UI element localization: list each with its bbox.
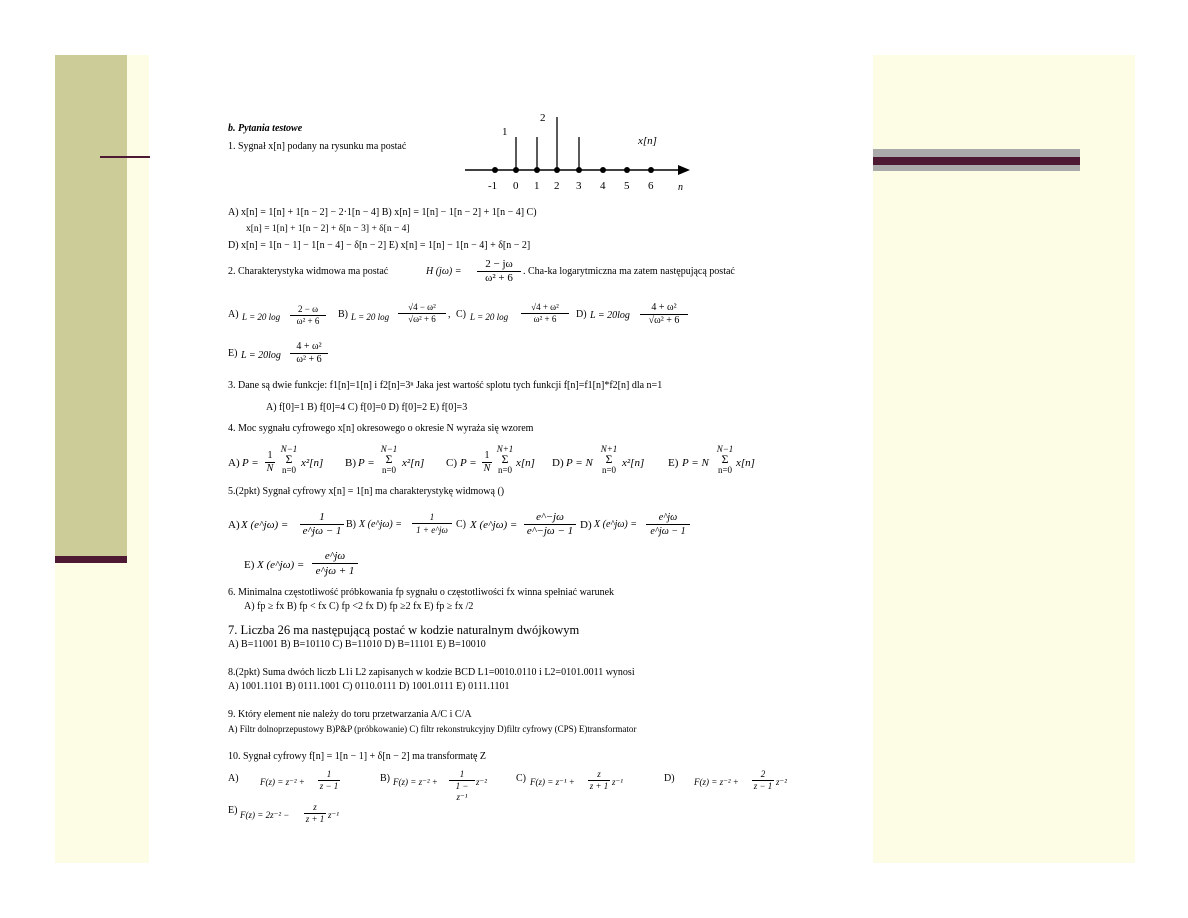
q5-text: 5.(2pkt) Sygnał cyfrowy x[n] = 1[n] ma charakterystykę widmową () (228, 486, 505, 497)
q5-option-b-num: 1 (412, 511, 452, 524)
q5-option-b-label: B) (346, 519, 356, 530)
q5-option-a-lhs: X (e^jω) = (241, 519, 289, 531)
q4-option-a-coef-num: 1 (265, 450, 275, 463)
q4-option-e-label: E) (668, 457, 679, 469)
q4-options (228, 444, 788, 484)
q10-option-e-label: E) (228, 805, 238, 816)
q10-option-d-expr: F(z) = z⁻² + (694, 777, 739, 787)
q5-option-a-label: A) (228, 519, 240, 531)
q2-option-c-den: ω² + 6 (533, 314, 557, 324)
q10-option-c-label: C) (516, 773, 526, 784)
q1-text: 1. Sygnał x[n] podany na rysunku ma postać (228, 141, 407, 152)
q4-option-a-coef-den: N (266, 463, 274, 474)
q5-option-a-frac (300, 511, 344, 538)
q10-option-e-num: z (304, 802, 326, 814)
plot-sample-dot (534, 167, 540, 173)
q2-option-c-num: √4 + ω² (521, 302, 569, 314)
q2-option-d-num: 4 + ω² (640, 302, 688, 315)
plot-sample-dot (600, 167, 606, 173)
q4-option-d-sub: n=0 (601, 465, 617, 475)
q2-option-a-num: 2 − ω (290, 304, 326, 316)
q5-option-b-frac (412, 511, 452, 536)
q4-option-c-coef-den: N (483, 463, 491, 474)
q10-option-b-frac (449, 769, 475, 803)
q10-option-c-expr: F(z) = z⁻¹ + (530, 777, 575, 787)
plot-tick-label: -1 (488, 180, 498, 192)
q10-option-a-label: A) (228, 773, 239, 784)
q9-text: 9. Który element nie należy do toru przetwarzania A/C i C/A (228, 709, 472, 720)
q10-option-b-label: B) (380, 773, 390, 784)
q5-options-row2 (244, 547, 394, 583)
left-decor-bar-end (55, 556, 127, 563)
q2-h-den: ω² + 6 (485, 272, 513, 284)
q10-option-c-frac (588, 769, 610, 792)
plot-axis-label: n (678, 182, 683, 193)
q8-options: A) 1001.1101 B) 0111.1001 C) 0110.0111 D) 1001.0111 E) 0111.1101 (228, 681, 510, 692)
q4-option-e-sum: N−1 Σ n=0 (714, 444, 736, 475)
q2-option-a-frac (290, 304, 326, 327)
q5-option-e-lhs: X (e^jω) = (257, 559, 305, 571)
q10-option-a-frac (318, 769, 340, 792)
plot-sample-dot (624, 167, 630, 173)
q10-option-c-den: z + 1 (589, 781, 609, 791)
q2-option-b-den: √ω² + 6 (408, 314, 436, 324)
q3-text: 3. Dane są dwie funkcje: f1[n]=1[n] i f2[n]=3ⁿ Jaka jest wartość splotu tych funkcji f[n]=f1[n]*f2[n] dla n=1 (228, 380, 663, 391)
q2-option-b-num: √4 − ω² (398, 302, 446, 314)
q1-options-line3: D) x[n] = 1[n − 1] − 1[n − 4] − δ[n − 2] E) x[n] = 1[n] − 1[n − 4] + δ[n − 2] (228, 240, 531, 251)
q7-options: A) B=11001 B) B=10110 C) B=11010 D) B=11101 E) B=10010 (228, 639, 486, 650)
q2-option-d-frac (640, 302, 688, 327)
plot-value-1: 1 (502, 126, 508, 138)
plot-stems (492, 117, 654, 173)
q10-option-d-num: 2 (752, 769, 774, 781)
q10-option-b-den: 1 − z⁻¹ (455, 781, 469, 802)
q4-option-b-sub: n=0 (381, 465, 397, 475)
q5-option-d-lhs: X (e^jω) = (594, 519, 638, 530)
q4-option-a-label: A) (228, 457, 240, 469)
plot-value-2: 2 (540, 112, 546, 124)
q5-options-row1 (228, 508, 698, 544)
q4-option-c-sum: N+1 Σ n=0 (494, 444, 516, 475)
q10-option-a-expr: F(z) = z⁻² + (260, 777, 305, 787)
q10-option-d-frac (752, 769, 774, 792)
q5-option-c-num: e^−jω (524, 511, 576, 525)
q5-option-c-frac (524, 511, 576, 538)
q4-option-e-sup: N−1 (716, 444, 734, 454)
right-decor-panel (873, 55, 1135, 863)
plot-tick-label: 1 (534, 180, 540, 192)
q2-option-a-den: ω² + 6 (296, 316, 320, 326)
q2-option-b-lhs: L = 20 log (351, 312, 390, 322)
q2-h-num: 2 − jω (477, 258, 521, 272)
q4-option-a-coef (265, 450, 275, 475)
q6-text: 6. Minimalna częstotliwość próbkowania fp sygnału o częstotliwości fx winna spełniać warunek (228, 587, 615, 598)
q5-option-a-den: e^jω − 1 (302, 525, 342, 537)
q2-h-fraction (477, 258, 521, 285)
q1-options-line2: x[n] = 1[n] + 1[n − 2] + δ[n − 3] + δ[n − 4] (246, 224, 410, 234)
q10-option-a-num: 1 (318, 769, 340, 781)
q5-option-c-den: e^−jω − 1 (526, 525, 574, 537)
q7-text: 7. Liczba 26 ma następującą postać w kodzie naturalnym dwójkowym (228, 623, 580, 637)
left-decor-strip (127, 55, 149, 863)
plot-tick-label: 3 (576, 180, 582, 192)
q4-option-c-body: x[n] (516, 457, 535, 469)
left-decor-pale (55, 563, 127, 863)
left-decor-bar (55, 55, 127, 563)
q4-option-d-label: D) (552, 457, 564, 469)
right-decor-bar-mid (873, 157, 1080, 165)
q4-option-e-body: x[n] (736, 457, 755, 469)
q5-option-b-den: 1 + e^jω (416, 525, 448, 535)
q10-option-a-den: z − 1 (319, 781, 339, 791)
q4-option-a-body: x²[n] (301, 457, 324, 469)
q2-option-b-label: B) (338, 309, 348, 320)
plot-tick-label: 2 (554, 180, 560, 192)
q2-option-c-frac (521, 302, 569, 325)
q2-text-before: 2. Charakterystyka widmowa ma postać (228, 266, 389, 277)
q4-option-d-body: x²[n] (622, 457, 645, 469)
q4-option-c-coef (482, 450, 492, 475)
plot-sample-dot (648, 167, 654, 173)
q4-option-c-coef-num: 1 (482, 450, 492, 463)
q4-option-b-sum: N−1 Σ n=0 (378, 444, 400, 475)
q2-option-e-num: 4 + ω² (290, 341, 328, 354)
q4-option-b-lhs: P = (358, 457, 375, 469)
q10-text: 10. Sygnał cyfrowy f[n] = 1[n − 1] + δ[n − 2] ma transformatę Z (228, 751, 487, 762)
q4-option-b-body: x²[n] (402, 457, 425, 469)
q2-option-b-tail: , (448, 309, 451, 320)
left-decor-line (100, 156, 150, 158)
section-title: b. Pytania testowe (228, 123, 303, 134)
plot-sample-dot (576, 167, 582, 173)
q10-option-c-tail: z⁻¹ (612, 777, 623, 787)
q8-text: 8.(2pkt) Suma dwóch liczb L1i L2 zapisanych w kodzie BCD L1=0010.0110 i L2=0101.0011 wynosi (228, 667, 635, 678)
q10-options-row2 (228, 800, 428, 830)
q4-option-a-sum: N−1 Σ n=0 (278, 444, 300, 475)
q10-option-b-num: 1 (449, 769, 475, 781)
plot-signal-label: x[n] (638, 135, 657, 147)
q2-option-b-frac (398, 302, 446, 325)
plot-sample-dot (492, 167, 498, 173)
q2-option-e-label: E) (228, 348, 238, 359)
q10-option-b-tail: z⁻² (476, 777, 487, 787)
q2-option-c-label: C) (456, 309, 466, 320)
q3-options: A) f[0]=1 B) f[0]=4 C) f[0]=0 D) f[0]=2 E) f[0]=3 (266, 402, 468, 413)
q4-option-b-label: B) (345, 457, 356, 469)
q10-option-e-expr: F(z) = 2z⁻² − (240, 810, 290, 820)
q5-option-c-lhs: X (e^jω) = (470, 519, 518, 531)
q10-option-b-expr: F(z) = z⁻² + (393, 777, 438, 787)
q4-option-d-sum: N+1 Σ n=0 (598, 444, 620, 475)
q2-option-d-label: D) (576, 309, 587, 320)
q4-option-a-sup: N−1 (280, 444, 298, 454)
q2-h-lhs: H (jω) = (426, 266, 462, 277)
plot-tick-label: 0 (513, 180, 519, 192)
q4-option-c-sup: N+1 (496, 444, 514, 454)
plot-axis-arrow (678, 165, 690, 175)
q2-option-a-lhs: L = 20 log (242, 312, 281, 322)
q4-option-c-sub: n=0 (497, 465, 513, 475)
q5-option-c-label: C) (456, 519, 466, 530)
q5-option-a-num: 1 (300, 511, 344, 525)
plot-tick-label: 5 (624, 180, 630, 192)
q2-option-e-den: ω² + 6 (296, 354, 322, 365)
q10-option-e-frac (304, 802, 326, 825)
q5-option-e-den: e^jω + 1 (315, 565, 355, 577)
right-decor-bar-bottom (873, 165, 1080, 171)
q6-options: A) fp ≥ fx B) fp < fx C) fp <2 fx D) fp ≥2 fx E) fp ≥ fx /2 (244, 601, 474, 612)
q10-option-e-den: z + 1 (305, 814, 325, 824)
q5-option-e-label: E) (244, 559, 255, 571)
q2-option-c-lhs: L = 20 log (470, 312, 509, 322)
q4-option-d-lhs: P = N (566, 457, 593, 469)
q5-option-e-num: e^jω (312, 549, 358, 564)
q2-option-a-label: A) (228, 309, 239, 320)
q10-option-d-tail: z⁻² (776, 777, 787, 787)
q10-options-row1 (228, 768, 808, 802)
q4-option-e-lhs: P = N (682, 457, 709, 469)
q1-signal-plot (460, 105, 700, 200)
q10-option-e-tail: z⁻¹ (328, 810, 339, 820)
q5-option-e-frac (312, 549, 358, 578)
q5-option-d-frac (646, 511, 690, 538)
plot-ticks (488, 180, 654, 192)
plot-tick-label: 6 (648, 180, 654, 192)
plot-tick-label: 4 (600, 180, 606, 192)
q5-option-d-den: e^jω − 1 (650, 526, 686, 537)
right-decor-bar-top (873, 149, 1080, 157)
q4-option-b-sup: N−1 (380, 444, 398, 454)
q5-option-d-label: D) (580, 519, 592, 531)
q4-option-d-sup: N+1 (600, 444, 618, 454)
q2-option-e-lhs: L = 20log (241, 350, 281, 361)
q5-option-d-num: e^jω (646, 511, 690, 525)
q4-option-a-sub: n=0 (281, 465, 297, 475)
q4-option-e-sub: n=0 (717, 465, 733, 475)
plot-sample-dot (513, 167, 519, 173)
q10-option-d-den: z − 1 (753, 781, 773, 791)
q1-options-line1: A) x[n] = 1[n] + 1[n − 2] − 2·1[n − 4] B) x[n] = 1[n] − 1[n − 2] + 1[n − 4] C) (228, 207, 537, 218)
q9-options: A) Filtr dolnoprzepustowy B)P&P (próbkowanie) C) filtr rekonstrukcyjny D)filtr cyfrowy (CPS) E)transformator (228, 724, 637, 734)
q2-option-d-lhs: L = 20log (590, 310, 630, 321)
q5-option-b-lhs: X (e^jω) = (359, 519, 403, 530)
q4-text: 4. Moc sygnału cyfrowego x[n] okresowego o okresie N wyraża się wzorem (228, 423, 534, 434)
q4-option-c-lhs: P = (460, 457, 477, 469)
q4-option-a-lhs: P = (242, 457, 259, 469)
q10-option-d-label: D) (664, 773, 675, 784)
q2-option-d-den: √ω² + 6 (648, 315, 680, 326)
q4-option-c-label: C) (446, 457, 457, 469)
q2-text-after: . Cha-ka logarytmiczna ma zatem następującą postać (523, 266, 735, 277)
q2-option-e-frac (290, 341, 328, 366)
plot-sample-dot (554, 167, 560, 173)
q10-option-c-num: z (588, 769, 610, 781)
